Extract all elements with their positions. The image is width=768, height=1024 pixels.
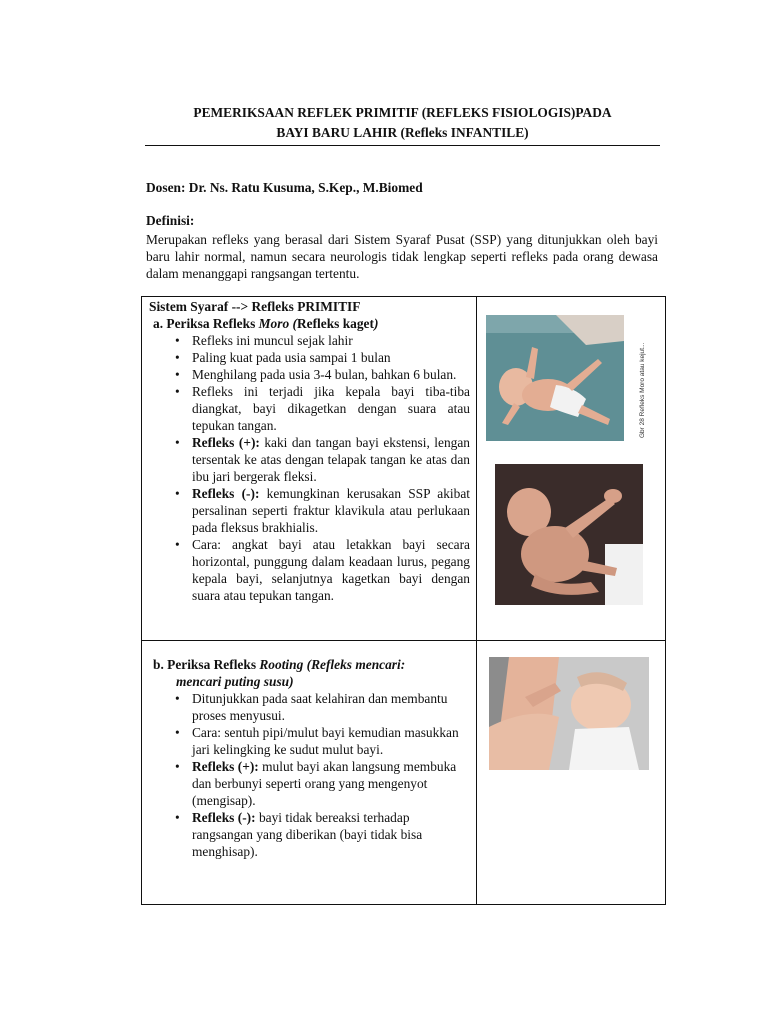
list-item: • Paling kuat pada usia sampai 1 bulan (149, 349, 470, 366)
rooting-sub-italic: Rooting (259, 657, 304, 672)
list-item (149, 758, 470, 809)
moro-sub-suffix: Refleks kaget (296, 316, 374, 331)
list-item: • Cara: angkat bayi atau letakkan bayi secara horizontal, punggung dalam keadaan lurus, pegang kepala bayi, selanjutnya kagetkan bayi dengan suara atau tepukan tangan. (149, 536, 470, 604)
list-item: • Cara: sentuh pipi/mulut bayi kemudian masukkan jari kelingking ke sudut mulut bayi. (149, 724, 470, 758)
document-title (145, 103, 660, 143)
rooting-sub-prefix: b. Periksa Refleks (153, 657, 260, 672)
rooting-photo-illustration (489, 657, 649, 770)
moro-photo-1 (486, 315, 624, 441)
moro-photo-2-illustration (495, 464, 643, 605)
reflex-positive-text: mulut bayi akan langsung membuka dan berbunyi seperti orang yang mengenyot (mengisap). (192, 759, 457, 808)
reflex-negative-text: kemungkinan kerusakan SSP akibat persalinan seperti fraktur klavikula atau perlukaan pada fleksus brakhialis. (192, 486, 470, 535)
caption-text: Gbr 28 Refleks Moro atau kejut... (639, 342, 646, 438)
rooting-sub-line2: mencari puting susu (176, 674, 290, 689)
definition-text: Merupakan refleks yang berasal dari Sistem Syaraf Pusat (SSP) yang ditunjukkan oleh bayi baru lahir normal, namun secara neurologis tidak lengkap seperti refleks pada orang dewasa dalam menanggapi rangsangan tertentu. (146, 232, 658, 281)
system-heading: Sistem Syaraf --> Refleks PRIMITIF (149, 299, 361, 314)
moro-subheading (149, 315, 470, 332)
list-item: • Menghilang pada usia 3-4 bulan, bahkan 6 bulan. (149, 366, 470, 383)
rooting-text-cell (142, 641, 477, 905)
moro-photo-caption (626, 318, 646, 438)
moro-photo-2 (495, 464, 643, 605)
title-divider (145, 145, 660, 146)
title-line-2: BAYI BARU LAHIR (Refleks INFANTILE) (276, 125, 529, 140)
rooting-bullet-list (149, 690, 470, 860)
list-item (149, 434, 470, 485)
lecturer-line: Dosen: Dr. Ns. Ratu Kusuma, S.Kep., M.Biomed (146, 180, 423, 195)
rooting-sub-mid: (Refleks mencari: (303, 657, 406, 672)
reflex-positive-label: Refleks (+): (192, 759, 259, 774)
list-item (149, 809, 470, 860)
list-item: • Refleks ini terjadi jika kepala bayi tiba-tiba diangkat, bayi dikagetkan dengan suara atau tepukan tangan. (149, 383, 470, 434)
list-item: • Refleks ini muncul sejak lahir (149, 332, 470, 349)
moro-sub-prefix: a. Periksa Refleks (153, 316, 259, 331)
rooting-photo (489, 657, 649, 770)
moro-sub-italic: Moro ( (258, 316, 297, 331)
moro-text-cell (142, 297, 477, 641)
reflex-negative-label: Refleks (-): (192, 486, 260, 501)
list-item (149, 485, 470, 536)
moro-photo-1-illustration (486, 315, 624, 441)
reflex-negative-label: Refleks (-): (192, 810, 256, 825)
list-item: • Ditunjukkan pada saat kelahiran dan membantu proses menyusui. (149, 690, 470, 724)
reflex-positive-label: Refleks (+): (192, 435, 260, 450)
moro-bullet-list (149, 332, 470, 604)
rooting-sub-close: ) (289, 674, 294, 689)
reflex-negative-text: bayi tidak bereaksi terhadap rangsangan yang diberikan (bayi tidak bisa menghisap). (192, 810, 423, 859)
rooting-subheading-line2 (149, 673, 470, 690)
reflex-positive-text: kaki dan tangan bayi ekstensi, lengan tersentak ke atas dengan telapak tangan ke atas dan ibu jari bergerak fleksi. (192, 435, 470, 484)
rooting-subheading (149, 656, 470, 673)
definition-heading: Definisi: (146, 213, 195, 228)
moro-sub-close: ) (373, 316, 379, 331)
title-line-1: PEMERIKSAAN REFLEK PRIMITIF (REFLEKS FISIOLOGIS)PADA (193, 105, 612, 120)
